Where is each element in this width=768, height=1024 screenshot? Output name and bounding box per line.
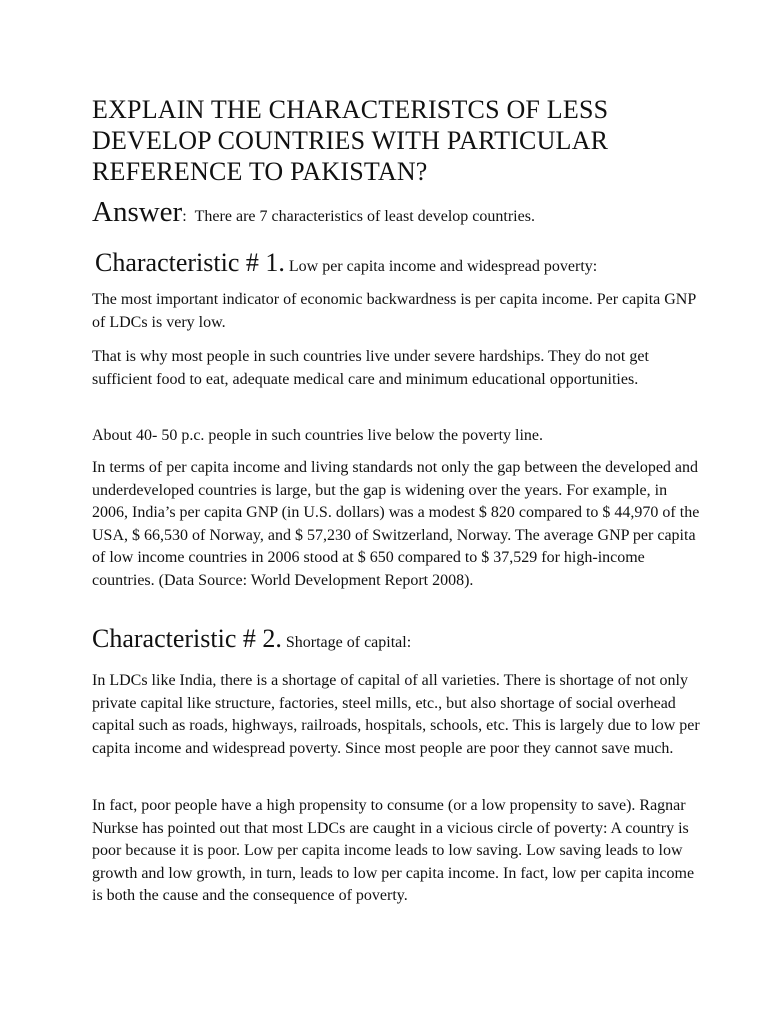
characteristic-1-dot: . <box>278 248 285 277</box>
characteristic-2-dot: . <box>275 624 282 653</box>
characteristic-1-label: Characteristic # 1 <box>95 248 279 277</box>
answer-line <box>92 196 712 229</box>
characteristic-2-heading <box>92 624 411 654</box>
paragraph: About 40- 50 p.c. people in such countries live below the poverty line. <box>92 427 544 444</box>
answer-colon: : <box>182 208 187 225</box>
paragraph: The most important indicator of economic backwardness is per capita income. Per capita GNP of LDCs is very low. <box>92 291 696 331</box>
paragraph: That is why most people in such countries live under severe hardships. They do not get sufficient food to eat, adequate medical care and minimum educational opportunities. <box>92 348 649 388</box>
document-title: EXPLAIN THE CHARACTERISTCS OF LESS DEVELOP COUNTRIES WITH PARTICULAR REFERENCE TO PAKISTAN? <box>92 95 609 186</box>
characteristic-1-subtitle: Low per capita income and widespread poverty: <box>288 258 598 275</box>
characteristic-2-subtitle: Shortage of capital: <box>285 634 412 651</box>
characteristic-2-label: Characteristic # 2 <box>92 624 276 653</box>
answer-label: Answer <box>92 196 183 228</box>
paragraph: In LDCs like India, there is a shortage of capital of all varieties. There is shortage of not only private capital like structure, factories, steel mills, etc., but also shortage of social overhead capital such as roads, highways, railroads, hospitals, schools, etc. This is largely due to low per capita income and widespread poverty. Since most people are poor they cannot save much. <box>92 672 700 757</box>
paragraph: In terms of per capita income and living standards not only the gap between the developed and underdeveloped countries is large, but the gap is widening over the years. For example, in 2006, India’s per capita GNP (in U.S. dollars) was a modest $ 820 compared to $ 44,970 of the USA, $ 66,530 of Norway, and $ 57,230 of Switzerland, Norway. The average GNP per capita of low income countries in 2006 stood at $ 650 compared to $ 37,529 for high-income countries. (Data Source: World Development Report 2008). <box>92 459 700 589</box>
characteristic-1-heading <box>95 248 597 278</box>
paragraph: In fact, poor people have a high propensity to consume (or a low propensity to save). Ragnar Nurkse has pointed out that most LDCs are caught in a vicious circle of poverty: A country is poor because it is poor. Low per capita income leads to low saving. Low saving leads to low growth and low growth, in turn, leads to low per capita income. In fact, low per capita income is both the cause and the consequence of poverty. <box>92 797 695 904</box>
answer-text: There are 7 characteristics of least develop countries. <box>194 208 535 225</box>
